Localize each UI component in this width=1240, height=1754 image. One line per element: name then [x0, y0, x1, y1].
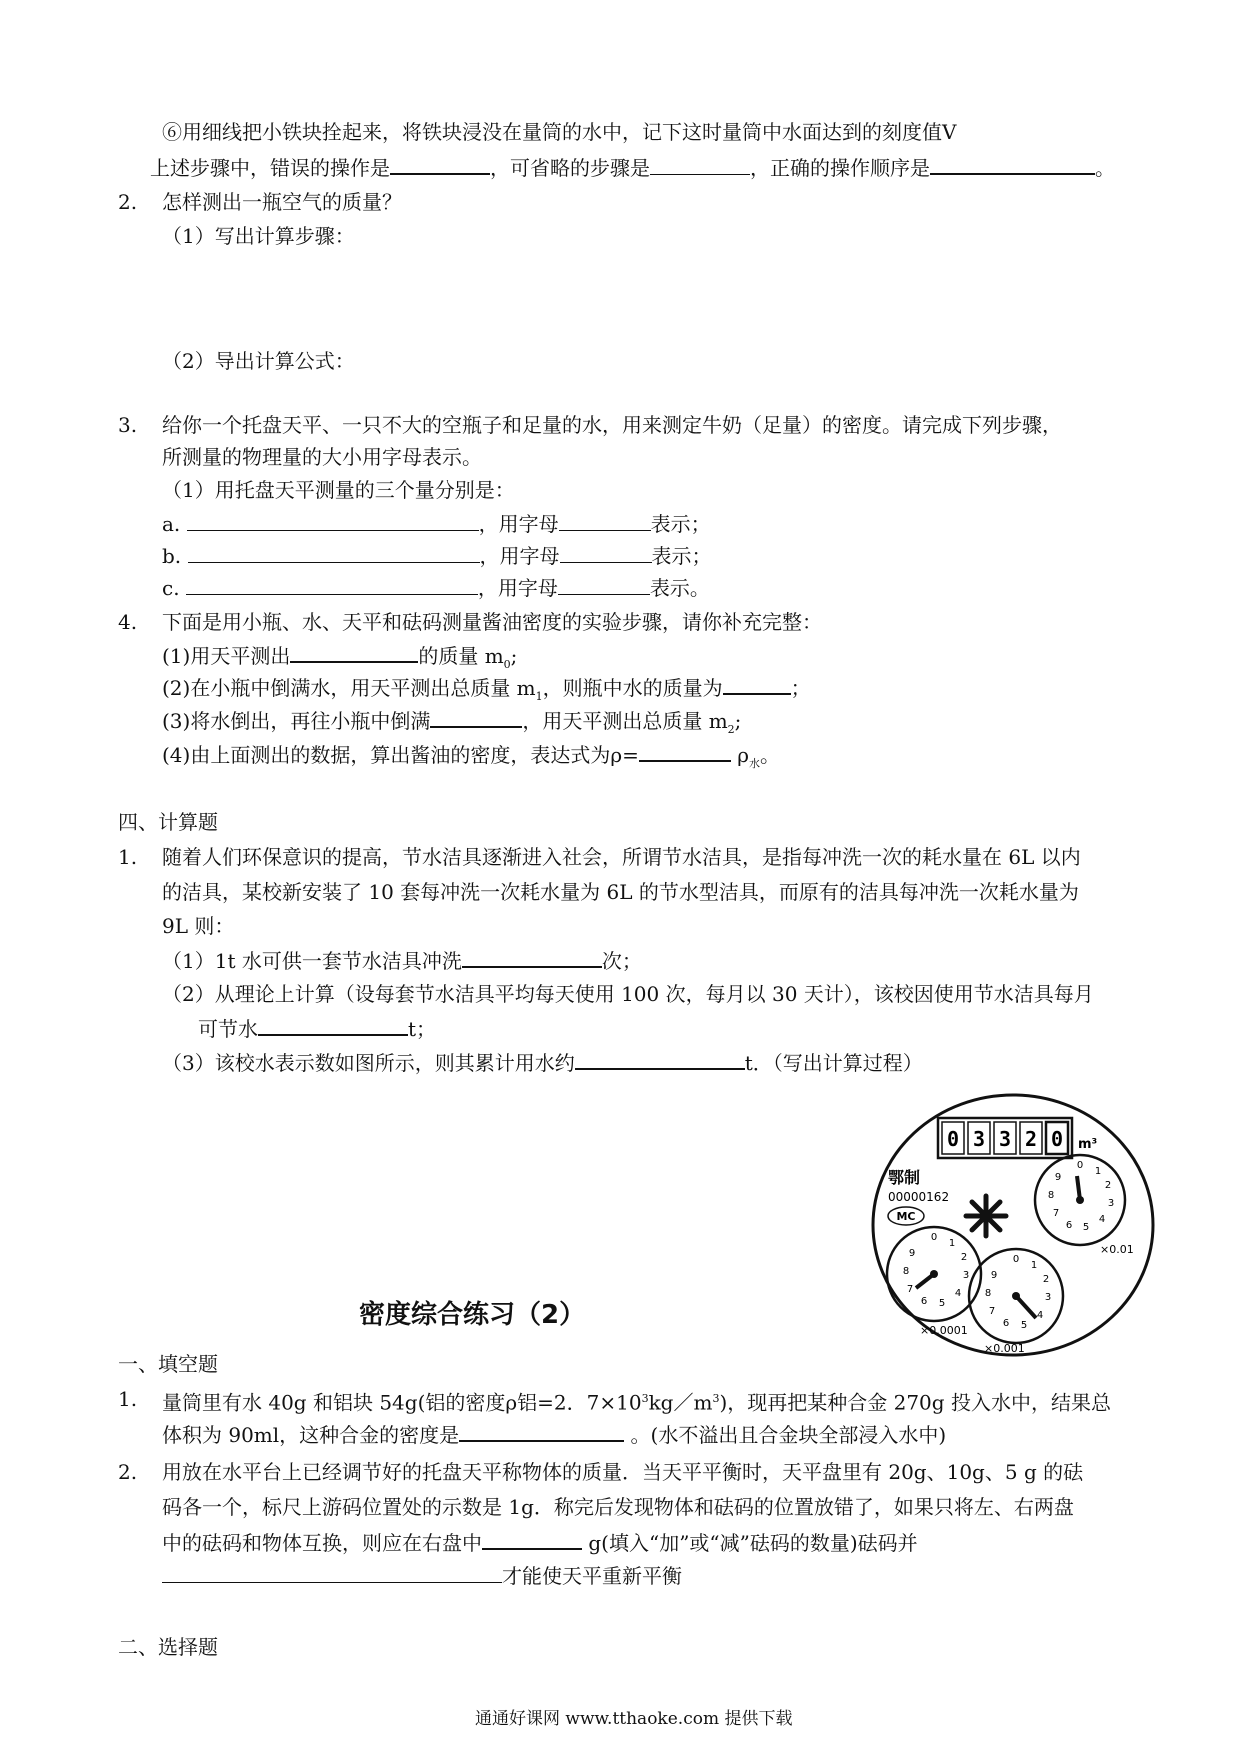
svg-text:7: 7: [1052, 1208, 1060, 1219]
s4q1-part3: [162, 1048, 923, 1077]
digit: 0: [1050, 1127, 1064, 1151]
p1q2-line3-b: g(填入“加”或“减”砝码的数量)砝码并: [588, 1531, 918, 1555]
s4q1-part1: [162, 946, 642, 975]
digit-counter: [938, 1118, 1097, 1158]
s4q1-part2: （2）从理论上计算（设每套节水洁具平均每天使用 100 次，每月以 30 天计），该校因使用节水洁具每月: [162, 982, 1094, 1006]
svg-text:3: 3: [1044, 1292, 1052, 1303]
summary-c: ，正确的操作顺序是: [750, 156, 930, 180]
q2-step1: （1）写出计算步骤：: [162, 224, 355, 248]
svg-text:8: 8: [984, 1288, 992, 1299]
q4-step3-b: ，用天平测出总质量 m: [522, 709, 728, 733]
page-title: 密度综合练习（2）: [359, 1300, 586, 1330]
p1q1-line2-b: 。(水不溢出且合金块全部浸入水中): [630, 1423, 947, 1447]
part2-c: t；: [408, 1017, 437, 1041]
svg-text:8: 8: [1047, 1190, 1055, 1201]
q3-sub1: （1）用托盘天平测量的三个量分别是：: [162, 478, 515, 502]
blank-alloy-density[interactable]: [459, 1420, 624, 1442]
blank-q4-2[interactable]: [723, 673, 791, 695]
part3-a: （3）该校水表示数如图所示，则其累计用水约: [162, 1051, 575, 1075]
p1q2-line4-text: 才能使天平重新平衡: [502, 1564, 682, 1588]
svg-text:1: 1: [948, 1238, 956, 1249]
q4-step3-c: ;: [734, 709, 742, 733]
summary-line: [150, 153, 1115, 182]
step6-text: ⑥用细线把小铁块拴起来，将铁块浸没在量筒的水中，记下这时量筒中水面达到的刻度值V: [162, 120, 957, 144]
blank-q4-4[interactable]: [639, 740, 731, 762]
q4-step2-sub: 1: [535, 690, 543, 703]
svg-text:0: 0: [930, 1232, 938, 1243]
q4-step2-a: (2)在小瓶中倒满水，用天平测出总质量 m: [162, 676, 536, 700]
blank-water-saved[interactable]: [258, 1014, 408, 1036]
part1-a: （1）1t 水可供一套节水洁具冲洗: [162, 949, 462, 973]
p1q1-line1: [162, 1385, 1111, 1417]
star-icon: [966, 1196, 1006, 1236]
summary-b: ，可省略的步骤是: [490, 156, 650, 180]
part2-b: 可节水: [198, 1017, 258, 1041]
item-label: b.: [162, 544, 182, 568]
svg-text:6: 6: [1002, 1318, 1010, 1329]
item-mid: ，用字母: [478, 512, 559, 536]
section4-heading: 四、计算题: [118, 810, 218, 834]
q3-item-a: [162, 510, 711, 538]
water-meter-figure: [868, 1088, 1158, 1358]
p1q1-line1-c: )，现再把某种合金 270g 投入水中，结果总: [719, 1390, 1111, 1415]
item-mid: ，用字母: [479, 544, 560, 568]
p1q2-line2: 码各一个，标尺上游码位置处的示数是 1g．称完后发现物体和砝码的位置放错了，如果只将左、右两盘: [162, 1495, 1074, 1519]
blank-quantity-a[interactable]: [187, 510, 479, 531]
p1q1-sup: 3: [641, 1392, 649, 1405]
svg-text:1: 1: [1030, 1260, 1038, 1271]
blank-letter-a[interactable]: [559, 510, 651, 531]
q4-step1-a: (1)用天平测出: [162, 644, 291, 668]
q4-text: 下面是用小瓶、水、天平和砝码测量酱油密度的实验步骤，请你补充完整：: [162, 610, 822, 634]
q3-item-b: [162, 542, 712, 570]
q3-line1: 给你一个托盘天平、一只不大的空瓶子和足量的水，用来测定牛奶（足量）的密度。请完成下列步骤，: [162, 413, 1062, 437]
blank-wrong-step[interactable]: [390, 153, 490, 175]
q4-step3-a: (3)将水倒出，再往小瓶中倒满: [162, 709, 431, 733]
dial-x0.0001: [887, 1227, 981, 1321]
q4-step1-sub: 0: [503, 658, 511, 671]
q3-line2: 所测量的物理量的大小用字母表示。: [162, 445, 482, 469]
q2-text: 怎样测出一瓶空气的质量？: [162, 190, 402, 214]
digit: 3: [972, 1127, 986, 1151]
dial-label: ×0.01: [1100, 1243, 1134, 1256]
blank-letter-b[interactable]: [560, 542, 652, 563]
svg-text:6: 6: [1065, 1220, 1073, 1231]
svg-text:4: 4: [954, 1288, 962, 1299]
dial-label: ×0.001: [984, 1342, 1025, 1355]
q4-step4-b: ρ: [737, 743, 749, 767]
svg-text:5: 5: [1082, 1222, 1090, 1233]
svg-text:2: 2: [1104, 1180, 1112, 1191]
item-end: 表示；: [651, 544, 712, 568]
dial-x0.001: [969, 1249, 1063, 1343]
q2-step2: （2）导出计算公式：: [162, 349, 355, 373]
digit: 0: [946, 1127, 960, 1151]
summary-a: 上述步骤中，错误的操作是: [150, 156, 390, 180]
svg-text:5: 5: [938, 1298, 946, 1309]
meter-unit: m³: [1078, 1137, 1098, 1152]
s4q1-line2: 的洁具，某校新安装了 10 套每冲洗一次耗水量为 6L 的节水型洁具，而原有的洁具每冲洗一次耗水量为: [162, 880, 1079, 904]
q3-number: 3.: [118, 413, 138, 437]
q4-step2-b: ，则瓶中水的质量为: [542, 676, 723, 700]
q4-step4-sub: 水: [748, 757, 760, 770]
p1q2-line3: [162, 1528, 918, 1557]
svg-text:2: 2: [960, 1252, 968, 1263]
mc-mark: MC: [896, 1210, 916, 1223]
p1q2-number: 2.: [118, 1460, 138, 1484]
p1q1-line1-b: kg／m: [648, 1390, 713, 1415]
svg-text:8: 8: [902, 1266, 910, 1277]
page-footer: 通通好课网 www.tthaoke.com 提供下载: [475, 1709, 793, 1729]
q4-step3: [162, 706, 741, 744]
summary-d: 。: [1095, 156, 1115, 180]
p1q1-line2-a: 体积为 90ml，这种合金的密度是: [162, 1423, 460, 1447]
q4-step1-b: 的质量 m: [418, 644, 504, 668]
blank-total-water[interactable]: [575, 1048, 745, 1070]
svg-text:3: 3: [962, 1270, 970, 1281]
blank-q4-3[interactable]: [430, 706, 522, 728]
svg-text:9: 9: [1054, 1172, 1062, 1183]
s4q1-line1: 随着人们环保意识的提高，节水洁具逐渐进入社会，所谓节水洁具，是指每冲洗一次的耗水量在 6L 以内: [162, 845, 1081, 869]
p1q2-line4: [162, 1562, 682, 1590]
s4q1-line3: 9L 则：: [162, 914, 235, 938]
svg-text:6: 6: [920, 1296, 928, 1307]
item-label: c.: [162, 576, 180, 600]
item-label: a.: [162, 512, 181, 536]
q3-item-c: [162, 574, 710, 602]
blank-letter-c[interactable]: [558, 574, 650, 595]
p1q2-line3-a: 中的砝码和物体互换，则应在右盘中: [162, 1531, 482, 1555]
svg-text:4: 4: [1098, 1214, 1106, 1225]
svg-text:0: 0: [1012, 1254, 1020, 1265]
meter-maker: 鄂制: [888, 1168, 921, 1187]
svg-text:3: 3: [1107, 1198, 1115, 1209]
svg-text:0: 0: [1076, 1160, 1084, 1171]
item-mid: ，用字母: [477, 576, 558, 600]
s4q1-number: 1.: [118, 845, 138, 869]
digit: 2: [1024, 1127, 1038, 1151]
digit: 3: [998, 1127, 1012, 1151]
q4-step4-c: 。: [759, 743, 780, 767]
meter-serial: 00000162: [888, 1190, 950, 1204]
blank-flush-count[interactable]: [462, 946, 602, 968]
q4-number: 4.: [118, 610, 138, 634]
q4-step4-a: (4)由上面测出的数据，算出酱油的密度，表达式为ρ=: [162, 743, 639, 767]
blank-rider-action[interactable]: [162, 1562, 502, 1583]
svg-text:9: 9: [908, 1248, 916, 1259]
blank-omit-step[interactable]: [650, 154, 750, 175]
blank-mass-change[interactable]: [482, 1528, 582, 1550]
svg-text:1: 1: [1094, 1166, 1102, 1177]
item-end: 表示。: [649, 576, 710, 600]
svg-text:5: 5: [1020, 1320, 1028, 1331]
svg-text:9: 9: [990, 1270, 998, 1281]
blank-quantity-b[interactable]: [188, 542, 480, 563]
p1q1-sup2: 3: [712, 1392, 720, 1405]
part1-heading: 一、填空题: [118, 1352, 218, 1376]
svg-text:7: 7: [988, 1306, 996, 1317]
dial-label: ×0.0001: [920, 1324, 968, 1337]
svg-text:4: 4: [1036, 1310, 1044, 1321]
p1q1-line2: [162, 1420, 946, 1449]
svg-text:2: 2: [1042, 1274, 1050, 1285]
part2-heading: 二、选择题: [118, 1635, 218, 1659]
q2-number: 2.: [118, 190, 138, 214]
blank-quantity-c[interactable]: [186, 574, 478, 595]
blank-q4-1[interactable]: [290, 641, 418, 663]
s4q1-part2b: [198, 1014, 436, 1043]
dial-x0.01: [1035, 1155, 1125, 1245]
q4-step1-c: ;: [510, 644, 518, 668]
blank-order[interactable]: [930, 153, 1095, 175]
part1-b: 次；: [601, 949, 642, 973]
part3-b: t．（写出计算过程）: [744, 1051, 923, 1075]
q4-step3-sub: 2: [727, 723, 735, 736]
p1q1-number: 1.: [118, 1387, 138, 1411]
p1q2-line1: 用放在水平台上已经调节好的托盘天平称物体的质量．当天平平衡时，天平盘里有 20g、10g、5 g 的砝: [162, 1460, 1084, 1484]
q4-step4: [162, 740, 780, 778]
q4-step2-c: ；: [790, 676, 811, 700]
p1q1-line1-a: 量筒里有水 40g 和铝块 54g(铝的密度ρ铝=2．7×10: [162, 1390, 642, 1415]
svg-text:7: 7: [906, 1284, 914, 1295]
item-end: 表示；: [650, 512, 711, 536]
